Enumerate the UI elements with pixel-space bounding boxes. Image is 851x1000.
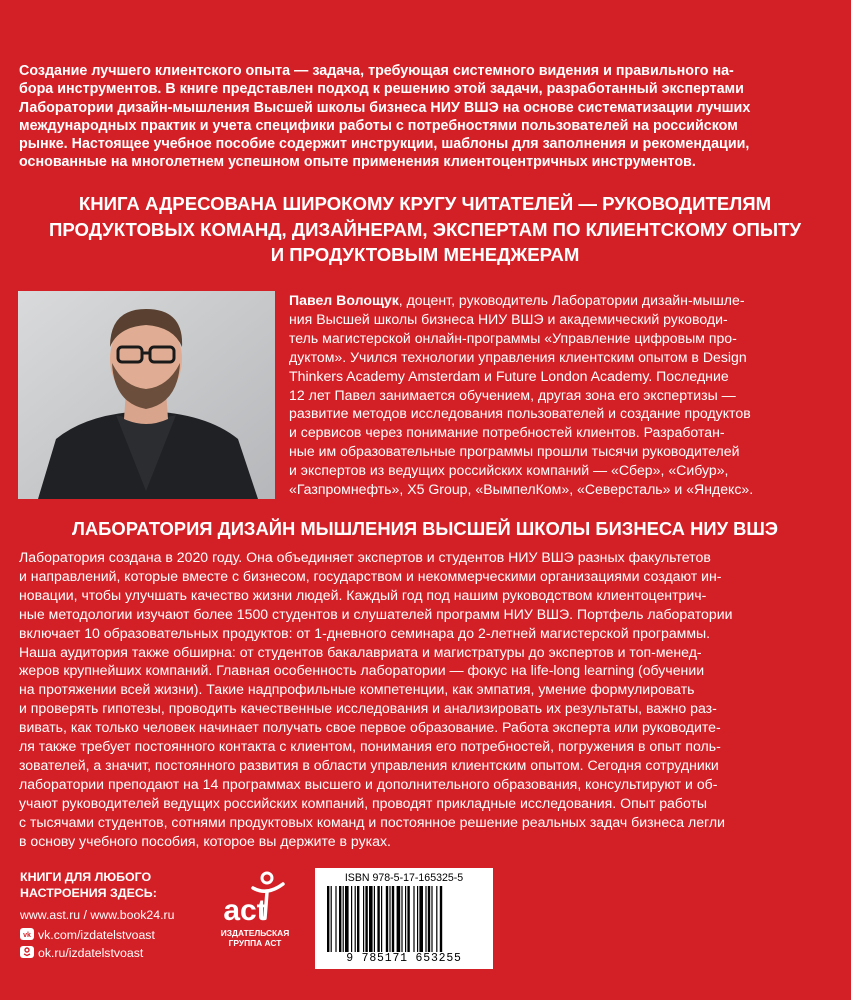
- audience-line: И ПРОДУКТОВЫМ МЕНЕДЖЕРАМ: [270, 244, 580, 265]
- barcode-bar: [413, 886, 414, 952]
- lab-line: учают руководителей ведущих российских компаний, проводят прикладные исследования. Опыт работы: [19, 794, 708, 811]
- barcode-bar: [365, 886, 367, 952]
- intro-line: бора инструментов. В книге представлен подход к решению этой задачи, разработанный экспертами: [19, 81, 744, 98]
- lab-line: Лаборатория создана в 2020 году. Она объединяет экспертов и студентов НИУ ВШЭ разных факультетов: [19, 549, 711, 565]
- isbn-number: ISBN 978-5-17-165325-5: [344, 872, 464, 884]
- barcode-bar: [357, 886, 359, 952]
- barcode-bar: [405, 886, 406, 952]
- intro-paragraph: [19, 62, 803, 172]
- audience-line: ПРОДУКТОВЫХ КОМАНД, ДИЗАЙНЕРАМ, ЭКСПЕРТАМ ПО КЛИЕНТСКОМУ ОПЫТУ: [48, 218, 802, 240]
- intro-line: рынке. Настоящее учебное пособие содержит инструкции, шаблоны для заполнения и рекомендации,: [19, 136, 750, 153]
- barcode-bar: [335, 886, 336, 952]
- intro-line: основанные на многолетнем успешном опыте применения клиентоцентричных инструментов.: [19, 154, 696, 171]
- lab-line: включает 10 образовательных продуктов: от 1-дневного семинара до 2-летней магистерской программы.: [19, 624, 711, 641]
- lab-line: лаборатории преподают на 14 программах высшего и дополнительного образования, консультируют и об-: [19, 775, 718, 792]
- logo-text: act: [223, 894, 267, 927]
- bio-line: «Газпромнефть», X5 Group, «ВымпелКом», «Северсталь» и «Яндекс».: [289, 481, 754, 498]
- vk-link[interactable]: [20, 928, 155, 942]
- barcode-bar: [401, 886, 402, 952]
- lab-line: ные методологии изучают более 1500 студентов и слушателей программ НИУ ВШЭ. Портфель лаборатории: [19, 605, 733, 622]
- lab-paragraph: [19, 548, 804, 851]
- lab-line: новации, чтобы улучшать качество жизни людей. Каждый год под нашим руководством клиентоцентрич-: [19, 586, 707, 603]
- barcode-bar: [331, 886, 332, 952]
- lab-line: и проверять гипотезы, проводить качественные исследования и анализировать их результаты, важно раз-: [19, 700, 717, 717]
- promo-title-line: НАСТРОЕНИЯ ЗДЕСЬ:: [20, 886, 157, 900]
- website-links[interactable]: www.ast.ru / www.book24.ru: [20, 908, 175, 922]
- barcode-bar: [389, 886, 390, 952]
- lab-line: с тысячами студентов, сотнями продуктовых команд и постоянное решение реальных задач бизнеса легли: [19, 813, 725, 830]
- barcode-bar: [392, 886, 394, 952]
- bio-line: 12 лет Павел занимается обучением, другая зона его экспертизы —: [289, 386, 736, 403]
- svg-text:vk: vk: [23, 932, 31, 939]
- barcode-bar: [363, 886, 364, 952]
- intro-line: международных практик и учета специфики работы с потребностями пользователей на российском: [19, 117, 738, 134]
- bio-line: тель магистерской онлайн-программы «Управление цифровым про-: [289, 329, 737, 346]
- barcode-bar: [419, 886, 423, 952]
- vk-icon: [20, 928, 34, 940]
- audience-heading: [30, 191, 820, 268]
- publisher-line: ГРУППА АСТ: [228, 938, 282, 948]
- barcode-bar: [339, 886, 341, 952]
- lab-line: в основу учебного пособия, которое вы держите в руках.: [19, 832, 391, 849]
- vk-link-text: vk.com/izdatelstvoast: [38, 928, 155, 942]
- barcode-icon: [315, 886, 493, 956]
- lab-line: зователей, а значит, постоянного развития в области управления клиентским опытом. Сегодня сотрудники: [19, 756, 719, 773]
- promo-title-line: КНИГИ ДЛЯ ЛЮБОГО: [20, 870, 152, 884]
- promo-heading: [20, 869, 200, 901]
- lab-heading: ЛАБОРАТОРИЯ ДИЗАЙН МЫШЛЕНИЯ ВЫСШЕЙ ШКОЛЫ БИЗНЕСА НИУ ВШЭ: [72, 518, 778, 539]
- intro-line: Создание лучшего клиентского опыта — задача, требующая системного видения и правильного на-: [19, 63, 734, 79]
- barcode-bar: [440, 886, 442, 952]
- bio-line: и экспертов из ведущих российских компаний — «Сбер», «Сибур»,: [289, 462, 729, 479]
- barcode-bar: [345, 886, 349, 952]
- lab-line: жеров крупнейших компаний. Главная особенность лаборатории — фокус на life-long learning (обучении: [19, 662, 705, 679]
- ok-link[interactable]: [20, 946, 143, 960]
- bio-line: ния Высшей школы бизнеса НИУ ВШЭ и академический руководи-: [289, 310, 728, 327]
- barcode-bar: [381, 886, 382, 952]
- lab-line: вивать, как только человек начинает получать свое первое образование. Работа эксперта или руководите-: [19, 719, 721, 736]
- ok-link-text: ok.ru/izdatelstvoast: [38, 946, 144, 960]
- barcode-bar: [369, 886, 373, 952]
- bio-line: ные им образовательные программы прошли тысячи руководителей: [289, 443, 740, 460]
- author-bio: [289, 291, 800, 499]
- author-photo: [18, 291, 275, 499]
- publisher-line: ИЗДАТЕЛЬСКАЯ: [220, 928, 290, 938]
- bio-line: дуктом». Учился технологии управления клиентским опытом в Design: [289, 348, 747, 365]
- bio-line-text: , доцент, руководитель Лаборатории дизайн-мышле-: [398, 292, 745, 308]
- bio-line: [289, 291, 800, 310]
- bio-line: Thinkers Academy Amsterdam и Future London Academy. Последние: [289, 367, 729, 384]
- barcode-bar: [327, 886, 329, 952]
- bio-line: развитие методов исследования пользователей и создание продуктов: [289, 405, 751, 422]
- barcode-bar: [351, 886, 352, 952]
- audience-line: КНИГА АДРЕСОВАНА ШИРОКОМУ КРУГУ ЧИТАТЕЛЕЙ — РУКОВОДИТЕЛЯМ: [78, 193, 772, 214]
- lab-line: Наша аудитория также обширна: от студентов бакалавриата и магистратуры до экспертов и топ-менед-: [19, 643, 702, 660]
- bio-line: и сервисов через понимание потребностей клиентов. Разработан-: [289, 424, 725, 441]
- intro-line: Лаборатории дизайн-мышления Высшей школы бизнеса НИУ ВШЭ на основе систематизации лучших: [19, 99, 751, 116]
- barcode-digits: 9 785171 653255: [346, 952, 462, 965]
- barcode-bar: [407, 886, 409, 952]
- barcode-bar: [377, 886, 379, 952]
- lab-line: на протяжении всей жизни). Такие надпрофильные компетенции, как эмпатия, умение формулировать: [19, 681, 695, 698]
- publisher-name: [205, 928, 305, 948]
- lab-line: ля также требует постоянного контакта с клиентом, понимания его потребностей, погружения в опыт поль-: [19, 738, 721, 755]
- barcode-bar: [343, 886, 344, 952]
- person-photo: [18, 291, 275, 499]
- author-name: Павел Волощук: [289, 292, 399, 308]
- barcode-bar: [417, 886, 418, 952]
- ok-icon: [20, 946, 34, 958]
- barcode-bar: [431, 886, 432, 952]
- barcode-bar: [436, 886, 437, 952]
- lab-line: и направлений, которые вместе с бизнесом, государством и некоммерческими организациями создают ин-: [19, 567, 722, 584]
- barcode-bar: [397, 886, 401, 952]
- barcode-bar: [386, 886, 388, 952]
- publisher-logo: [205, 868, 305, 968]
- barcode-bar: [374, 886, 375, 952]
- barcode-bar: [355, 886, 356, 952]
- barcode-bar: [425, 886, 426, 952]
- barcode-bar: [428, 886, 430, 952]
- isbn-barcode-box: [315, 868, 493, 969]
- ast-logo-icon: [205, 868, 305, 928]
